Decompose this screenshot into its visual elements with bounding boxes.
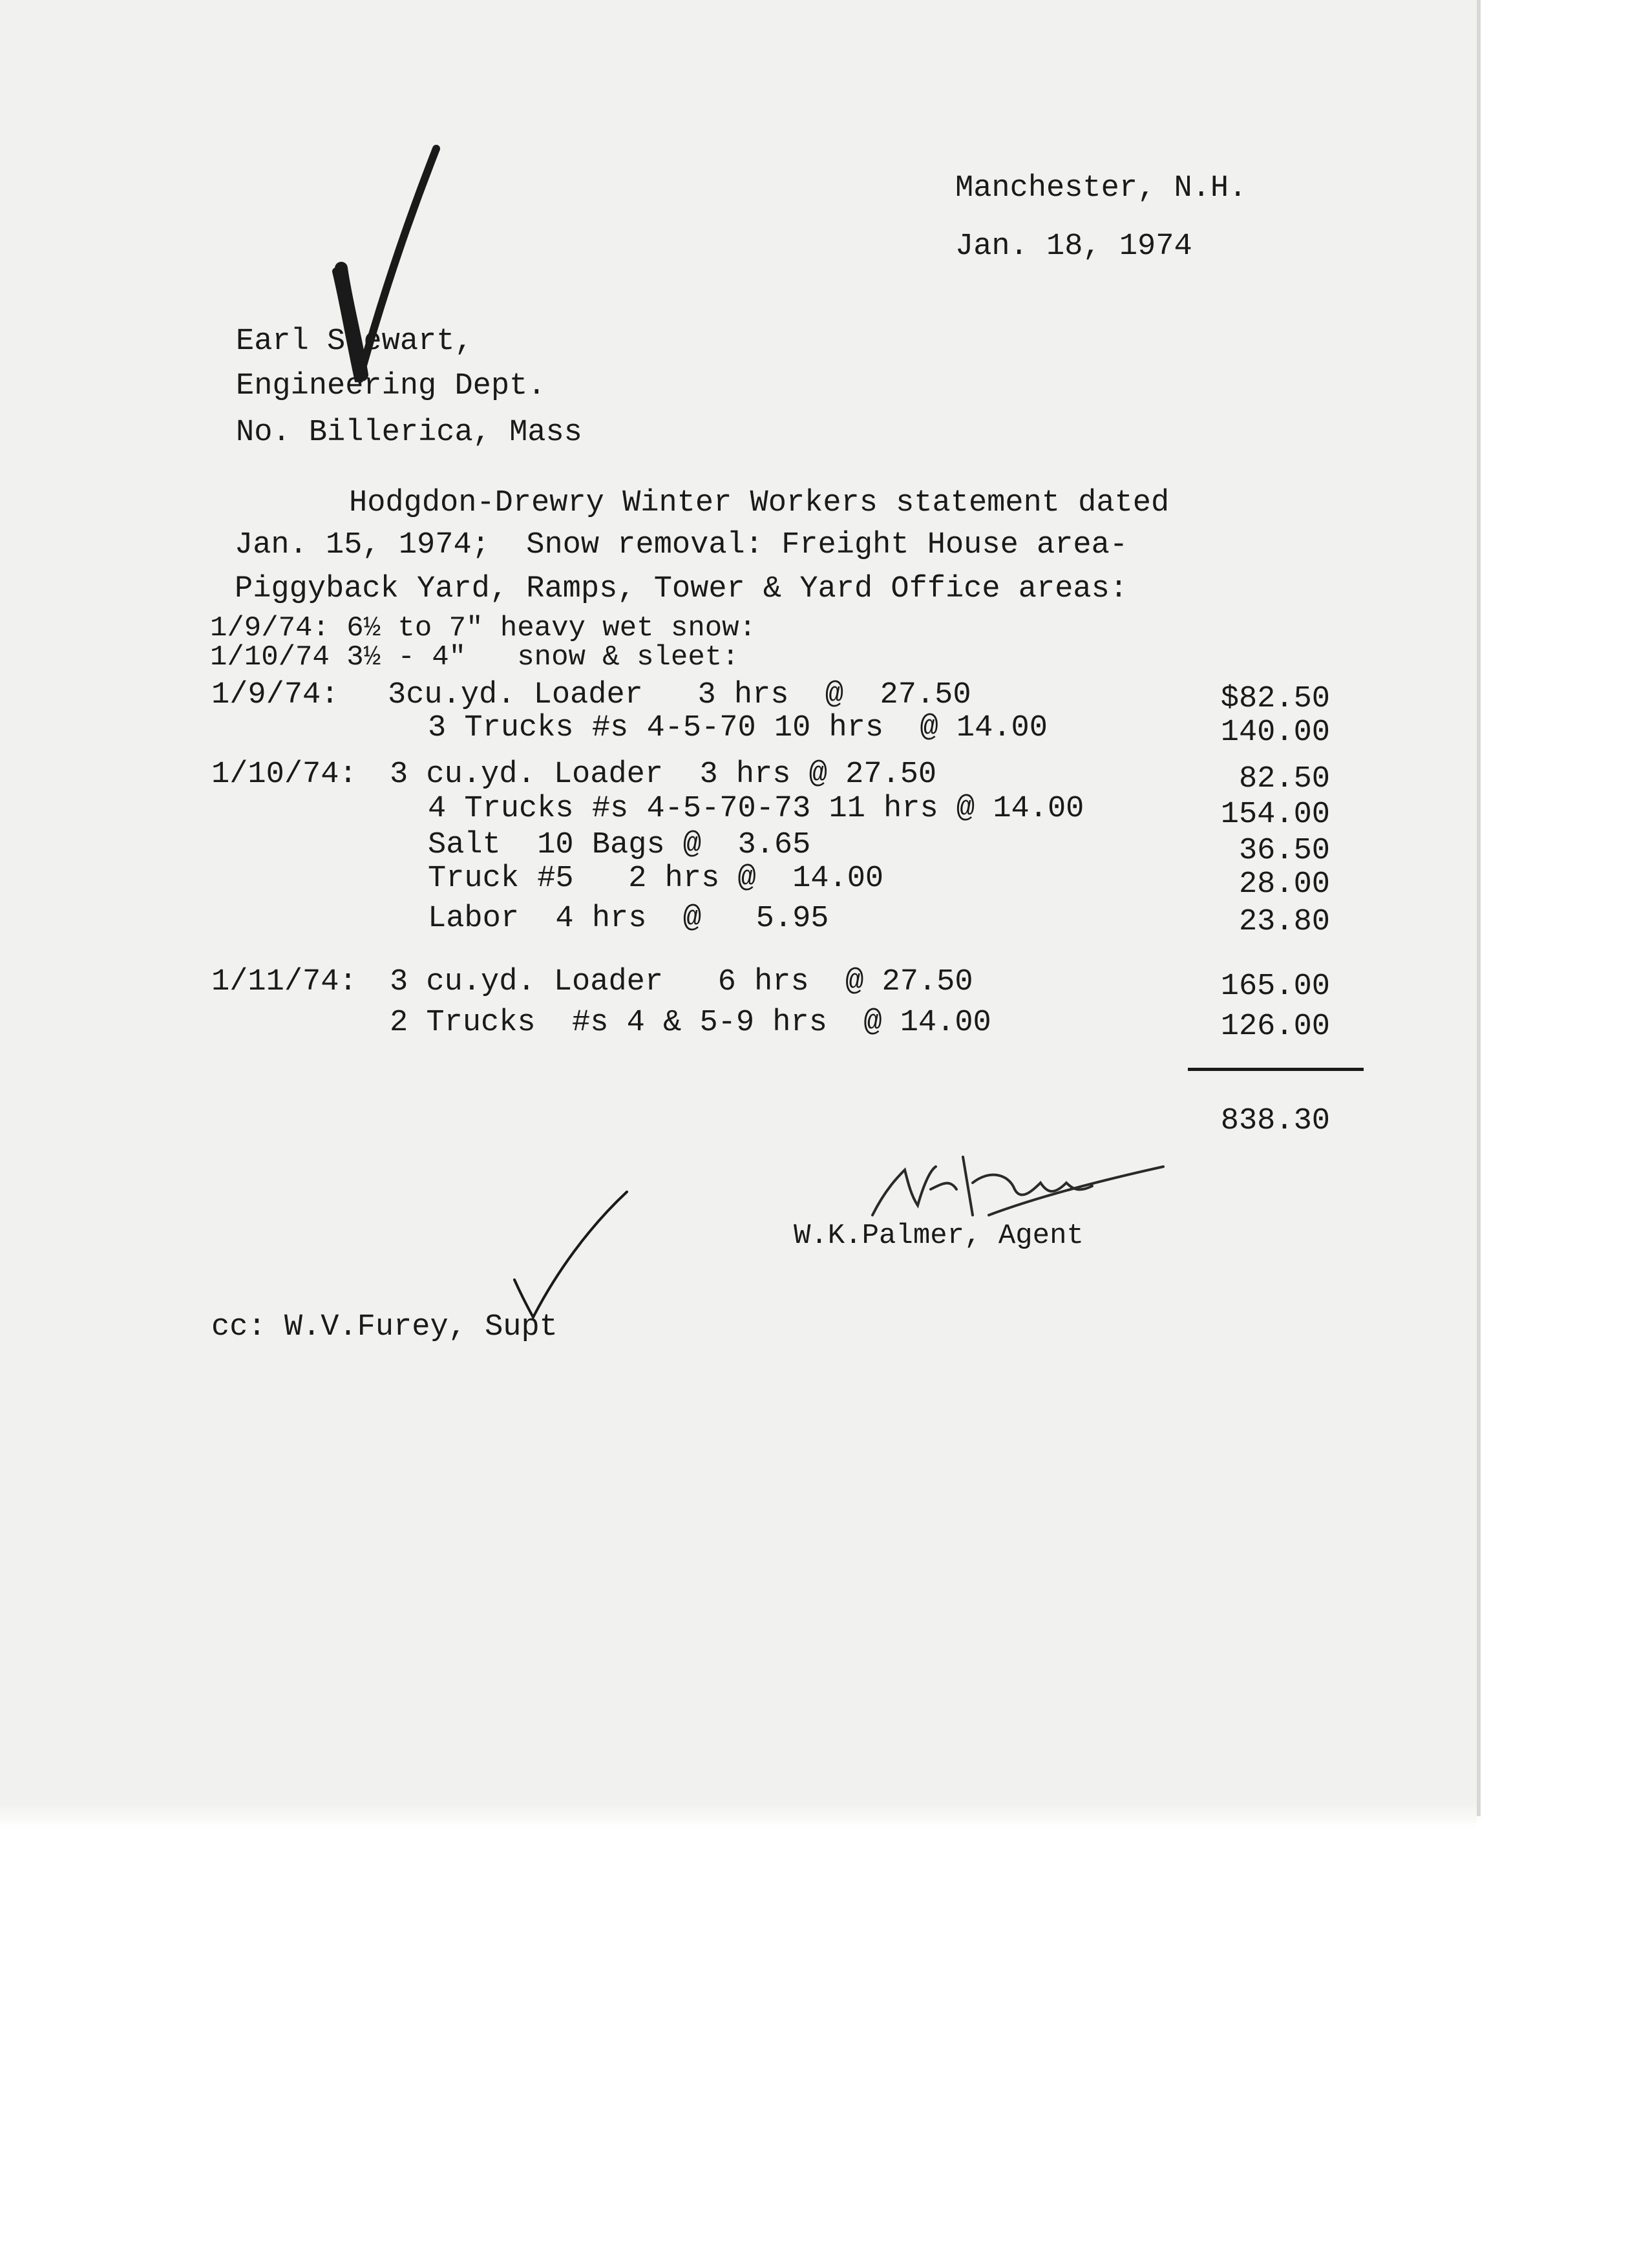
- total-amount: 838.30: [1220, 1104, 1330, 1138]
- charge-description: 2 Trucks #s 4 & 5-9 hrs @ 14.00: [390, 1006, 991, 1040]
- condition-line: 1/9/74: 6½ to 7" heavy wet snow:: [210, 612, 756, 644]
- charge-amount: 23.80: [1238, 905, 1330, 939]
- condition-line: 1/10/74 3½ - 4" snow & sleet:: [210, 641, 739, 673]
- charge-description: 3 Trucks #s 4-5-70 10 hrs @ 14.00: [428, 711, 1048, 745]
- charge-date: 1/10/74:: [211, 758, 357, 792]
- charge-amount: 165.00: [1220, 970, 1330, 1004]
- recipient-department: Engineering Dept.: [236, 369, 546, 403]
- charge-description: Truck #5 2 hrs @ 14.00: [428, 862, 884, 896]
- total-rule: [1188, 1068, 1364, 1071]
- charge-date: 1/9/74:: [211, 678, 339, 712]
- charge-amount: $82.50: [1220, 682, 1330, 716]
- letter-date: Jan. 18, 1974: [955, 229, 1192, 264]
- charge-description: 3 cu.yd. Loader 6 hrs @ 27.50: [390, 965, 973, 999]
- letter-place: Manchester, N.H.: [955, 171, 1247, 206]
- recipient-name: Earl Stewart,: [236, 324, 473, 359]
- charge-description: Labor 4 hrs @ 5.95: [428, 902, 829, 936]
- charge-description: 3 cu.yd. Loader 3 hrs @ 27.50: [390, 758, 937, 792]
- signature-typed: W.K.Palmer, Agent: [794, 1220, 1084, 1252]
- charge-amount: 28.00: [1238, 867, 1330, 902]
- check-mark-small: [511, 1189, 633, 1319]
- charge-amount: 154.00: [1220, 798, 1330, 832]
- subject-line: Hodgdon-Drewry Winter Workers statement dated: [349, 486, 1170, 520]
- subject-line: Jan. 15, 1974; Snow removal: Freight House area-: [235, 528, 1128, 562]
- charge-amount: 36.50: [1238, 834, 1330, 868]
- charge-description: 4 Trucks #s 4-5-70-73 11 hrs @ 14.00: [428, 792, 1084, 826]
- handwritten-signature: [860, 1144, 1170, 1241]
- subject-line: Piggyback Yard, Ramps, Tower & Yard Office areas:: [235, 572, 1128, 606]
- cc-line: cc: W.V.Furey, Supt: [211, 1310, 558, 1344]
- charge-description: 3cu.yd. Loader 3 hrs @ 27.50: [388, 678, 971, 712]
- sheet-edge: [0, 1803, 1477, 1829]
- check-mark-large: [323, 142, 452, 394]
- charge-description: Salt 10 Bags @ 3.65: [428, 828, 811, 862]
- recipient-location: No. Billerica, Mass: [236, 416, 582, 450]
- charge-amount: 126.00: [1220, 1010, 1330, 1044]
- charge-amount: 82.50: [1238, 762, 1330, 796]
- charge-amount: 140.00: [1220, 715, 1330, 750]
- charge-date: 1/11/74:: [211, 965, 357, 999]
